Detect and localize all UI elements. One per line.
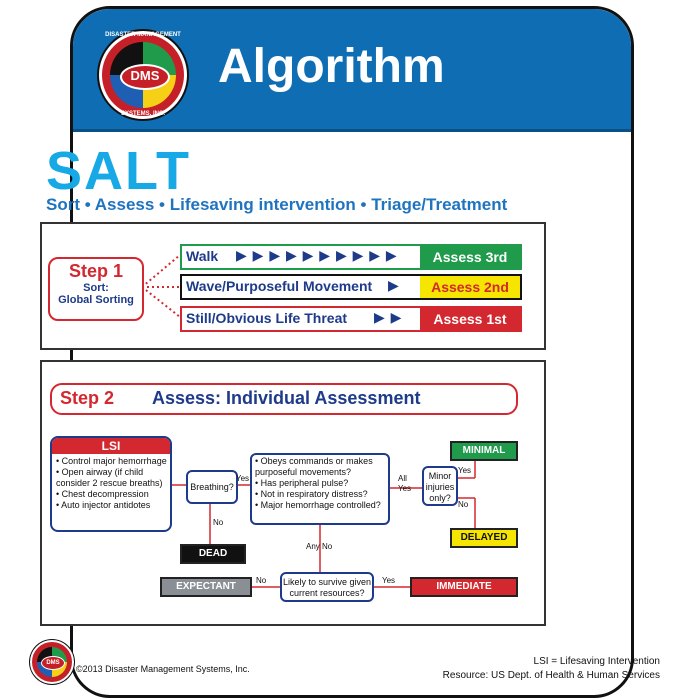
edge-label-yes-minor: Yes	[458, 466, 472, 475]
step2-subtitle: Assess: Individual Assessment	[152, 388, 421, 408]
step2-title: Step 2	[60, 388, 115, 408]
edge-label-no-survive: No	[256, 576, 267, 585]
assess-tag: Assess 2nd	[420, 276, 520, 298]
salt-subtitle: Sort • Assess • Lifesaving intervention • Triage/Treatment	[46, 195, 508, 214]
survive-question	[280, 572, 374, 602]
outcome-delayed: DELAYED	[450, 528, 518, 548]
minor-line: injuries	[425, 482, 455, 492]
outcome-minimal: MINIMAL	[450, 441, 518, 461]
edge-label-no-minor: No	[458, 500, 469, 509]
minor-line: only?	[429, 493, 451, 503]
survive-line: Likely to survive given	[282, 577, 372, 587]
edge-label-no: No	[213, 518, 224, 527]
salt-title: SALT	[46, 141, 191, 201]
edge-label-yes: Yes	[236, 474, 250, 483]
check-item: • Major hemorrhage controlled?	[255, 500, 381, 510]
minor-line: Minor	[428, 471, 452, 481]
arrow-icon: ▶ ▶	[374, 309, 403, 325]
assessment-checks	[250, 453, 390, 525]
lsi-item: • Chest decompression	[56, 489, 149, 499]
arrow-icon: ▶	[388, 277, 400, 293]
sort-row-label: Walk	[186, 248, 219, 264]
arrow-icon: ▶ ▶ ▶ ▶ ▶ ▶ ▶ ▶ ▶ ▶	[236, 247, 398, 263]
fan-line-walk	[142, 255, 180, 287]
outcome-immediate: IMMEDIATE	[410, 577, 518, 597]
page-title: Algorithm	[218, 40, 445, 93]
outcome-expectant: EXPECTANT	[160, 577, 252, 597]
sort-row-label: Wave/Purposeful Movement	[186, 278, 373, 294]
lsi-title: LSI	[52, 438, 170, 454]
lsi-item: • Open airway (if child	[56, 467, 144, 477]
step2-header	[50, 383, 518, 415]
logo-bottom-text: SYSTEMS, INC.	[120, 111, 165, 117]
lsi-item: • Auto injector antidotes	[56, 500, 151, 510]
check-item: • Obeys commands or makes	[255, 456, 373, 466]
check-item: purposeful movements?	[255, 467, 352, 477]
logo-top-text: DISASTER MANAGEMENT	[105, 32, 181, 38]
footer-logo-text: DMS	[41, 656, 65, 670]
sort-row-walk	[180, 244, 522, 270]
check-item: • Has peripheral pulse?	[255, 478, 349, 488]
edge-label-yes-survive: Yes	[382, 576, 396, 585]
step1-label-box	[48, 257, 144, 321]
step1-global: Global Sorting	[58, 294, 134, 306]
assess-tag: Assess 3rd	[420, 246, 520, 268]
copyright-text: ©2013 Disaster Management Systems, Inc.	[76, 664, 250, 674]
resource-credit: Resource: US Dept. of Health & Human Services	[442, 670, 660, 681]
lsi-item: • Control major hemorrhage	[56, 456, 167, 466]
lsi-box	[50, 436, 172, 532]
survive-line: current resources?	[289, 588, 365, 598]
outcome-dead: DEAD	[180, 544, 246, 564]
logo-center-text: DMS	[120, 64, 170, 90]
footer-dms-logo	[30, 640, 74, 684]
assess-tag: Assess 1st	[420, 308, 520, 330]
check-item: • Not in respiratory distress?	[255, 489, 368, 499]
sort-row-still	[180, 306, 522, 332]
step1-sort: Sort:	[83, 282, 109, 294]
lsi-item: consider 2 rescue breaths)	[56, 478, 163, 488]
fan-line-still	[142, 287, 180, 317]
minor-injuries-question	[422, 466, 458, 506]
edge-label-all-yes: All Yes	[398, 474, 412, 493]
lsi-definition: LSI = Lifesaving Intervention	[533, 656, 660, 667]
step1-title: Step 1	[68, 261, 124, 281]
sort-row-wave	[180, 274, 522, 300]
sort-row-label: Still/Obvious Life Threat	[186, 310, 348, 326]
edge-label-any-no: Any No	[306, 542, 333, 551]
breathing-question: Breathing?	[186, 470, 238, 504]
